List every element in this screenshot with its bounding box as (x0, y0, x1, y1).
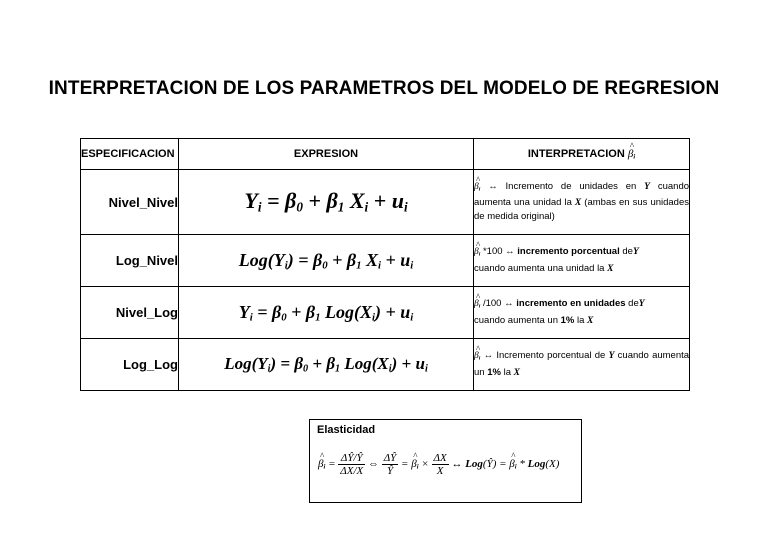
header-specification: ESPECIFICACION (81, 139, 179, 170)
interpretation-text: ^ $\beta_i$ /100 ↔ incremento en unidades deY cuando aumenta un 1% la X (474, 287, 690, 339)
interpretation-text: ^ $\beta_i$ ↔ Incremento porcentual de Y cuando aumenta un 1% la X (474, 339, 690, 391)
table-row (81, 235, 690, 287)
spec-name: Log_Log (81, 339, 179, 391)
spec-name: Nivel_Nivel (81, 170, 179, 235)
interpretation-text: ^ $\beta_i$ *100 ↔ incremento porcentual deY cuando aumenta una unidad la X (474, 235, 690, 287)
elasticity-label: Elasticidad (317, 424, 376, 436)
header-interpretation: INTERPRETACION ^ $\beta_i$ (474, 139, 690, 170)
header-expression: EXPRESION (179, 139, 474, 170)
table-row (81, 339, 690, 391)
expression-log-log: $Log(Y_i) = \beta_0 + \beta_1$ $Log(X_i) + u_i$ (179, 339, 474, 391)
interpretation-text: ^ $\beta_i$ ↔ Incremento de unidades en Y cuando aumenta una unidad la X (ambas en sus unidades de medida original) (474, 170, 690, 235)
expression-nivel-nivel: $Y_i = \beta_0 + \beta_1$ $X_i + u_i$ (179, 170, 474, 235)
spec-name: Log_Nivel (81, 235, 179, 287)
elasticity-formula: ^ $\beta_i$ = $\frac{\Delta Ŷ/Ŷ}{\Delta X/X}$ ⇔ $\frac{\Delta Ŷ}{Ŷ}$ = ^ $\beta_i$ × $\frac{\Delta X}{X}$ ↔ Log(Ŷ) = ^ $\beta_i * Log(X)$ (318, 452, 559, 477)
page-title: INTERPRETACION DE LOS PARAMETROS DEL MODELO DE REGRESION (48, 78, 720, 99)
table-row (81, 170, 690, 235)
expression-nivel-log: $Y_i = \beta_0 + \beta_1$ $Log(X_i) + u_i$ (179, 287, 474, 339)
spec-name: Nivel_Log (81, 287, 179, 339)
parameters-table (80, 138, 690, 391)
expression-log-nivel: $Log(Y_i) = \beta_0 + \beta_1$ $X_i + u_i$ (179, 235, 474, 287)
table-row (81, 287, 690, 339)
table-header-row (81, 139, 690, 170)
elasticity-box (309, 419, 582, 503)
